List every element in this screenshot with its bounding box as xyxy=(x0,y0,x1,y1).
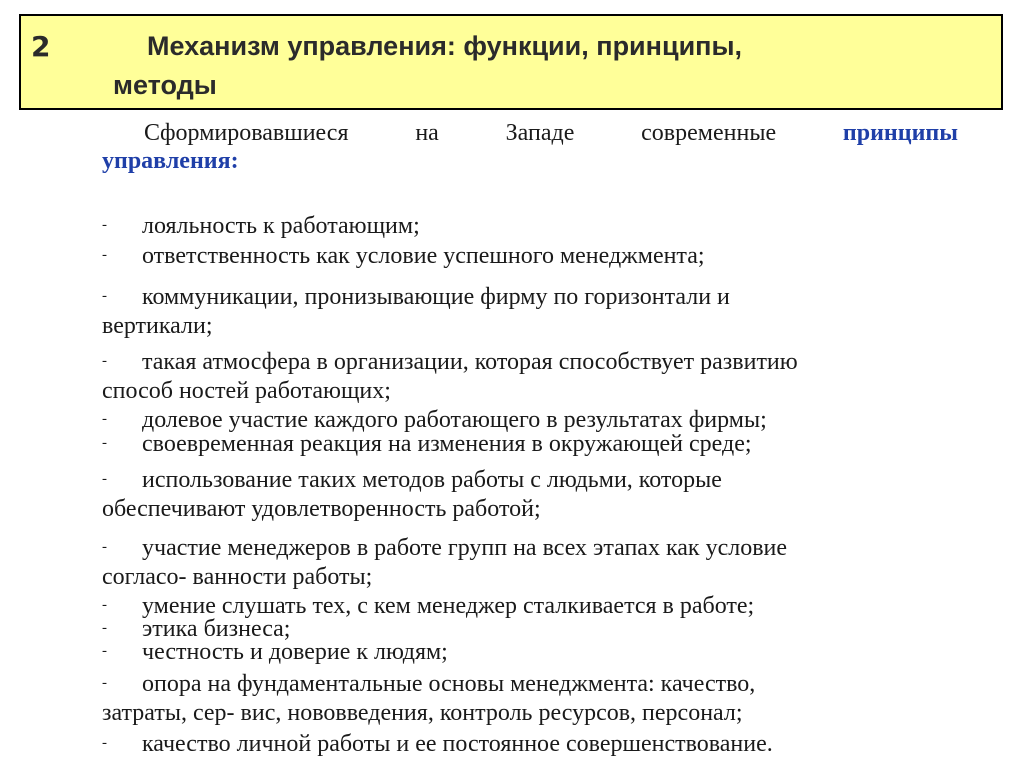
list-item xyxy=(102,730,962,759)
bullet-dash: - xyxy=(102,643,107,660)
intro-line-1 xyxy=(102,119,958,147)
bullet-dash: - xyxy=(102,620,107,637)
bullet-dash: - xyxy=(102,217,107,234)
list-item-continuation: вертикали; xyxy=(102,313,213,340)
bullet-dash: - xyxy=(102,539,107,556)
slide-title-line-2: методы xyxy=(113,70,217,100)
intro-highlight-1: принципы xyxy=(842,120,958,146)
list-item-text: честность и доверие к людям; xyxy=(142,639,448,665)
list-item xyxy=(102,348,962,405)
intro-word: на xyxy=(415,120,439,146)
list-item xyxy=(102,466,962,523)
list-item-text: ответственность как условие успешного менеджмента; xyxy=(142,243,705,269)
bullet-dash: - xyxy=(102,735,107,752)
list-item xyxy=(102,242,962,271)
bullet-dash: - xyxy=(102,675,107,692)
list-item-text: качество личной работы и ее постоянное совершенствование. xyxy=(142,731,773,757)
intro-highlight-2: управления: xyxy=(102,148,239,174)
bullet-dash: - xyxy=(102,597,107,614)
list-item-text: опора на фундаментальные основы менеджмента: качество, xyxy=(142,671,756,697)
bullet-dash: - xyxy=(102,288,107,305)
bullet-dash: - xyxy=(102,247,107,264)
list-item-text: этика бизнеса; xyxy=(142,616,291,642)
list-item xyxy=(102,638,962,667)
intro-word: Западе xyxy=(505,120,575,146)
section-number: 2 xyxy=(31,30,51,63)
list-item-text: участие менеджеров в работе групп на всех этапах как условие xyxy=(142,535,788,561)
list-item-continuation: согласо- ванности работы; xyxy=(102,564,373,591)
intro-paragraph xyxy=(102,119,958,175)
bullet-dash: - xyxy=(102,471,107,488)
list-item xyxy=(102,670,962,727)
list-item xyxy=(102,430,962,459)
list-item-continuation: обеспечивают удовлетворенность работой; xyxy=(102,496,541,523)
list-item-continuation: затраты, сер- вис, нововведения, контроль ресурсов, персонал; xyxy=(102,700,743,727)
intro-word: современные xyxy=(641,120,777,146)
bullet-dash: - xyxy=(102,435,107,452)
title-box xyxy=(19,14,1003,110)
list-item xyxy=(102,283,962,340)
slide-title-line-1: Механизм управления: функции, принципы, xyxy=(147,31,743,61)
list-item-text: умение слушать тех, с кем менеджер сталкивается в работе; xyxy=(142,593,755,619)
list-item xyxy=(102,534,962,591)
list-item-text: долевое участие каждого работающего в результатах фирмы; xyxy=(142,407,767,433)
list-item-text: лояльность к работающим; xyxy=(142,213,420,239)
list-item xyxy=(102,212,962,241)
bullet-dash: - xyxy=(102,411,107,428)
list-item-text: коммуникации, пронизывающие фирму по горизонтали и xyxy=(142,284,730,310)
bullet-dash: - xyxy=(102,353,107,370)
list-item-text: использование таких методов работы с людьми, которые xyxy=(142,467,722,493)
list-item-text: такая атмосфера в организации, которая способствует развитию xyxy=(142,349,798,375)
list-item-text: своевременная реакция на изменения в окружающей среде; xyxy=(142,431,752,457)
intro-word: Сформировавшиеся xyxy=(144,120,349,146)
list-item-continuation: способ ностей работающих; xyxy=(102,378,391,405)
